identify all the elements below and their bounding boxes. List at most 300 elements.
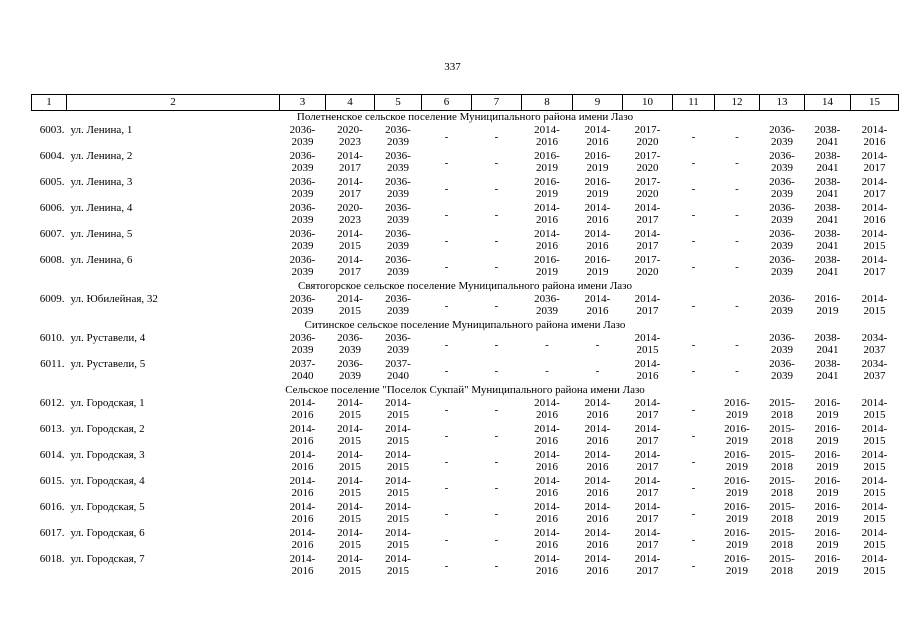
period-end: 2015 — [387, 539, 409, 551]
period-cell-col-12 — [715, 449, 760, 475]
period-cell-col-14 — [805, 553, 851, 579]
period-end: 2015 — [387, 513, 409, 525]
period-end: 2039 — [387, 266, 409, 278]
period-start: 2014- — [534, 501, 560, 513]
period-end: 2019 — [536, 162, 558, 174]
period-end: 2019 — [816, 539, 839, 551]
period-cell-col-6 — [422, 332, 472, 358]
period-cell-col-5 — [375, 150, 422, 176]
period-end: 2017 — [636, 487, 659, 499]
period-cell-col-14 — [805, 527, 851, 553]
period-start: 2014- — [861, 423, 888, 435]
period-cell-col-13 — [760, 358, 805, 384]
period-end: 2039 — [291, 305, 314, 317]
period-start: 2036- — [385, 202, 411, 214]
period-end: 2041 — [816, 188, 839, 200]
period-cell-col-7 — [472, 228, 522, 254]
period-end: 2041 — [816, 136, 839, 148]
period-end: 2015 — [863, 409, 886, 421]
period-cell-col-13 — [760, 176, 805, 202]
period-cell-col-9 — [573, 293, 623, 319]
period-end: 2039 — [291, 240, 314, 252]
period-cell-col-15 — [851, 553, 899, 579]
column-header-12: 12 — [715, 95, 760, 111]
period-cell-col-7 — [472, 176, 522, 202]
period-end: 2016 — [536, 461, 558, 473]
empty-dash: - — [444, 300, 449, 312]
period-end: 2015 — [339, 435, 361, 447]
period-cell-col-12 — [715, 423, 760, 449]
period-end: 2016 — [536, 136, 558, 148]
period-end: 2019 — [816, 461, 839, 473]
empty-dash: - — [691, 157, 696, 169]
period-end: 2039 — [291, 266, 314, 278]
period-cell-col-5 — [375, 176, 422, 202]
period-cell-col-6 — [422, 176, 472, 202]
period-end: 2017 — [636, 435, 659, 447]
empty-dash: - — [444, 183, 449, 195]
period-cell-col-8 — [522, 423, 573, 449]
period-end: 2015 — [863, 487, 886, 499]
period-end: 2015 — [387, 487, 409, 499]
period-cell-col-15 — [851, 332, 899, 358]
period-cell-col-14 — [805, 124, 851, 150]
period-cell-col-12 — [715, 475, 760, 501]
period-cell-col-14 — [805, 358, 851, 384]
empty-dash: - — [444, 131, 449, 143]
period-start: 2015- — [769, 397, 795, 409]
period-cell-col-4 — [326, 475, 375, 501]
period-cell-col-9 — [573, 332, 623, 358]
column-header-3: 3 — [280, 95, 326, 111]
period-cell-col-13 — [760, 228, 805, 254]
period-start: 2014- — [584, 475, 611, 487]
row-number: 6018. — [39, 553, 65, 565]
address-cell: ул. Городская, 3 — [70, 449, 145, 461]
period-start: 2014- — [861, 397, 888, 409]
period-end: 2016 — [586, 409, 609, 421]
period-cell-col-6 — [422, 527, 472, 553]
row-number: 6005. — [39, 176, 65, 188]
period-cell-col-6 — [422, 228, 472, 254]
period-cell-col-6 — [422, 397, 472, 423]
period-end: 2016 — [586, 214, 609, 226]
period-start: 2036- — [769, 293, 795, 305]
section-row — [32, 111, 899, 125]
period-cell-col-9 — [573, 553, 623, 579]
period-cell-col-3 — [280, 527, 326, 553]
period-start: 2014- — [289, 553, 316, 565]
period-cell-col-9 — [573, 358, 623, 384]
period-end: 2017 — [863, 188, 886, 200]
period-end: 2019 — [726, 435, 748, 447]
period-start: 2014- — [385, 553, 411, 565]
period-start: 2014- — [634, 228, 661, 240]
period-start: 2014- — [534, 397, 560, 409]
period-start: 2036- — [385, 254, 411, 266]
period-start: 2014- — [289, 475, 316, 487]
period-start: 2036- — [769, 332, 795, 344]
period-end: 2016 — [291, 409, 314, 421]
period-end: 2039 — [291, 344, 314, 356]
period-cell-col-3 — [280, 358, 326, 384]
period-start: 2015- — [769, 553, 795, 565]
address-cell: ул. Юбилейная, 32 — [70, 293, 158, 305]
period-cell-col-10 — [623, 449, 673, 475]
period-start: 2036- — [769, 358, 795, 370]
period-cell-col-11 — [673, 228, 715, 254]
period-cell-col-5 — [375, 254, 422, 280]
period-cell-col-4 — [326, 449, 375, 475]
period-start: 2034- — [861, 332, 888, 344]
period-start: 2036- — [769, 124, 795, 136]
period-end: 2015 — [387, 565, 409, 577]
period-cell-col-9 — [573, 124, 623, 150]
period-cell-col-3 — [280, 332, 326, 358]
table-row — [32, 475, 899, 501]
period-end: 2015 — [339, 461, 361, 473]
period-cell-col-8 — [522, 553, 573, 579]
period-start: 2015- — [769, 501, 795, 513]
period-start: 2014- — [337, 228, 363, 240]
period-end: 2039 — [771, 370, 793, 382]
period-start: 2014- — [634, 293, 661, 305]
period-cell-col-12 — [715, 124, 760, 150]
row-number: 6016. — [39, 501, 65, 513]
empty-dash: - — [691, 560, 696, 572]
empty-dash: - — [691, 365, 696, 377]
period-cell-col-5 — [375, 358, 422, 384]
empty-dash: - — [691, 131, 696, 143]
empty-dash: - — [735, 300, 739, 312]
table-row — [32, 332, 899, 358]
period-end: 2015 — [339, 513, 361, 525]
column-header-10: 10 — [623, 95, 673, 111]
period-start: 2038- — [814, 332, 841, 344]
period-cell-col-10 — [623, 254, 673, 280]
period-cell-col-7 — [472, 553, 522, 579]
period-cell-col-13 — [760, 202, 805, 228]
period-end: 2017 — [339, 162, 361, 174]
period-start: 2036- — [289, 332, 316, 344]
period-start: 2038- — [814, 254, 841, 266]
empty-dash: - — [691, 209, 696, 221]
period-end: 2016 — [291, 461, 314, 473]
period-end: 2015 — [339, 539, 361, 551]
period-end: 2039 — [291, 136, 314, 148]
section-title: Святогорское сельское поселение Муниципального района имени Лазо — [298, 280, 632, 292]
period-cell-col-3 — [280, 228, 326, 254]
period-cell-col-4 — [326, 202, 375, 228]
period-cell-col-12 — [715, 358, 760, 384]
period-cell-col-7 — [472, 397, 522, 423]
period-start: 2014- — [634, 358, 661, 370]
empty-dash: - — [494, 482, 499, 494]
row-number: 6013. — [39, 423, 65, 435]
period-end: 2039 — [387, 305, 409, 317]
empty-dash: - — [494, 261, 499, 273]
period-end: 2017 — [863, 266, 886, 278]
period-start: 2014- — [861, 449, 888, 461]
period-end: 2016 — [586, 565, 609, 577]
period-cell-col-8 — [522, 254, 573, 280]
period-end: 2016 — [536, 487, 558, 499]
period-cell-col-7 — [472, 358, 522, 384]
period-cell-col-6 — [422, 423, 472, 449]
period-start: 2016- — [534, 176, 560, 188]
period-cell-col-8 — [522, 202, 573, 228]
period-cell-col-6 — [422, 501, 472, 527]
section-row — [32, 319, 899, 332]
period-end: 2018 — [771, 461, 793, 473]
row-number: 6007. — [39, 228, 65, 240]
column-header-9: 9 — [573, 95, 623, 111]
period-cell-col-7 — [472, 501, 522, 527]
period-end: 2039 — [771, 162, 793, 174]
period-start: 2016- — [724, 501, 750, 513]
period-cell-col-15 — [851, 449, 899, 475]
period-cell-col-4 — [326, 176, 375, 202]
period-end: 2039 — [771, 344, 793, 356]
period-cell-col-5 — [375, 293, 422, 319]
period-start: 2016- — [724, 527, 750, 539]
period-cell-col-9 — [573, 150, 623, 176]
section-title: Ситинское сельское поселение Муниципального района имени Лазо — [304, 319, 626, 331]
period-start: 2036- — [534, 293, 560, 305]
empty-dash: - — [545, 365, 549, 377]
period-end: 2018 — [771, 513, 793, 525]
period-cell-col-3 — [280, 254, 326, 280]
period-end: 2016 — [586, 539, 609, 551]
empty-dash: - — [494, 157, 499, 169]
period-end: 2039 — [771, 214, 793, 226]
period-start: 2020- — [337, 124, 363, 136]
period-cell-col-14 — [805, 202, 851, 228]
period-start: 2014- — [861, 124, 888, 136]
period-end: 2016 — [586, 240, 609, 252]
period-cell-col-14 — [805, 293, 851, 319]
period-cell-col-9 — [573, 228, 623, 254]
period-start: 2014- — [584, 124, 611, 136]
period-end: 2020 — [636, 136, 659, 148]
period-cell-col-13 — [760, 254, 805, 280]
period-cell-col-5 — [375, 501, 422, 527]
section-title: Полетненское сельское поселение Муниципального района имени Лазо — [296, 111, 634, 123]
period-cell-col-9 — [573, 254, 623, 280]
period-cell-col-12 — [715, 501, 760, 527]
period-start: 2016- — [724, 423, 750, 435]
period-end: 2041 — [816, 214, 839, 226]
period-cell-col-4 — [326, 228, 375, 254]
column-header-15: 15 — [851, 95, 899, 111]
empty-dash: - — [494, 235, 499, 247]
period-cell-col-7 — [472, 527, 522, 553]
period-cell-col-14 — [805, 423, 851, 449]
row-number: 6006. — [39, 202, 65, 214]
address-cell: ул. Городская, 5 — [70, 501, 145, 513]
address-cell: ул. Городская, 1 — [70, 397, 145, 409]
empty-dash: - — [735, 365, 739, 377]
period-cell-col-14 — [805, 397, 851, 423]
period-cell-col-3 — [280, 501, 326, 527]
period-cell-col-10 — [623, 228, 673, 254]
period-start: 2015- — [769, 527, 795, 539]
empty-dash: - — [444, 339, 449, 351]
period-start: 2014- — [861, 150, 888, 162]
period-cell-col-11 — [673, 332, 715, 358]
period-end: 2019 — [726, 409, 748, 421]
table-row — [32, 358, 899, 384]
period-end: 2019 — [726, 539, 748, 551]
period-end: 2019 — [816, 409, 839, 421]
period-start: 2036- — [337, 358, 363, 370]
empty-dash: - — [595, 339, 600, 351]
period-start: 2036- — [769, 202, 795, 214]
period-cell-col-15 — [851, 527, 899, 553]
period-end: 2018 — [771, 409, 793, 421]
column-header-14: 14 — [805, 95, 851, 111]
empty-dash: - — [494, 430, 499, 442]
column-header-1: 1 — [32, 95, 67, 111]
period-start: 2014- — [534, 527, 560, 539]
period-end: 2020 — [636, 266, 659, 278]
period-cell-col-11 — [673, 397, 715, 423]
period-start: 2014- — [861, 501, 888, 513]
period-cell-col-13 — [760, 553, 805, 579]
period-end: 2039 — [291, 214, 314, 226]
period-cell-col-5 — [375, 228, 422, 254]
period-start: 2015- — [769, 423, 795, 435]
period-cell-col-8 — [522, 527, 573, 553]
column-header-13: 13 — [760, 95, 805, 111]
period-cell-col-8 — [522, 293, 573, 319]
column-header-5: 5 — [375, 95, 422, 111]
period-cell-col-15 — [851, 397, 899, 423]
period-cell-col-11 — [673, 475, 715, 501]
period-start: 2016- — [814, 527, 841, 539]
period-start: 2016- — [814, 553, 841, 565]
period-cell-col-13 — [760, 449, 805, 475]
period-cell-col-8 — [522, 449, 573, 475]
period-start: 2014- — [861, 254, 888, 266]
period-start: 2036- — [289, 176, 316, 188]
period-cell-col-3 — [280, 124, 326, 150]
period-start: 2014- — [385, 501, 411, 513]
period-cell-col-4 — [326, 423, 375, 449]
period-cell-col-14 — [805, 449, 851, 475]
period-end: 2023 — [339, 214, 361, 226]
period-end: 2016 — [291, 565, 314, 577]
table-row — [32, 124, 899, 150]
period-cell-col-4 — [326, 124, 375, 150]
period-cell-col-11 — [673, 176, 715, 202]
empty-dash: - — [691, 508, 696, 520]
period-start: 2014- — [289, 449, 316, 461]
period-end: 2018 — [771, 435, 793, 447]
period-cell-col-9 — [573, 176, 623, 202]
period-cell-col-10 — [623, 527, 673, 553]
empty-dash: - — [735, 157, 739, 169]
period-cell-col-4 — [326, 254, 375, 280]
period-start: 2036- — [385, 176, 411, 188]
period-end: 2019 — [816, 513, 839, 525]
period-start: 2014- — [337, 553, 363, 565]
period-start: 2016- — [814, 475, 841, 487]
period-end: 2039 — [339, 344, 361, 356]
empty-dash: - — [444, 157, 449, 169]
period-start: 2016- — [584, 176, 611, 188]
period-cell-col-3 — [280, 176, 326, 202]
period-end: 2020 — [636, 162, 659, 174]
period-cell-col-15 — [851, 475, 899, 501]
period-start: 2016- — [534, 150, 560, 162]
period-start: 2036- — [769, 254, 795, 266]
period-end: 2039 — [771, 136, 793, 148]
period-end: 2041 — [816, 240, 839, 252]
period-start: 2014- — [385, 449, 411, 461]
period-cell-col-5 — [375, 527, 422, 553]
period-cell-col-6 — [422, 553, 472, 579]
section-row — [32, 384, 899, 397]
period-end: 2017 — [339, 188, 361, 200]
empty-dash: - — [494, 404, 499, 416]
period-end: 2017 — [636, 539, 659, 551]
period-cell-col-14 — [805, 254, 851, 280]
period-end: 2016 — [536, 409, 558, 421]
period-cell-col-4 — [326, 553, 375, 579]
period-end: 2039 — [291, 188, 314, 200]
period-cell-col-8 — [522, 124, 573, 150]
period-cell-col-4 — [326, 332, 375, 358]
column-header-6: 6 — [422, 95, 472, 111]
period-cell-col-12 — [715, 553, 760, 579]
period-start: 2014- — [634, 332, 661, 344]
period-cell-col-6 — [422, 358, 472, 384]
row-number: 6015. — [39, 475, 65, 487]
period-start: 2037- — [289, 358, 316, 370]
period-start: 2036- — [289, 150, 316, 162]
period-cell-col-11 — [673, 150, 715, 176]
period-start: 2036- — [289, 228, 316, 240]
period-start: 2014- — [861, 527, 888, 539]
period-end: 2016 — [586, 305, 609, 317]
period-start: 2020- — [337, 202, 363, 214]
period-end: 2016 — [536, 513, 558, 525]
period-start: 2038- — [814, 150, 841, 162]
period-cell-col-13 — [760, 397, 805, 423]
period-cell-col-5 — [375, 553, 422, 579]
period-cell-col-4 — [326, 501, 375, 527]
period-cell-col-3 — [280, 150, 326, 176]
period-start: 2014- — [584, 423, 611, 435]
empty-dash: - — [494, 365, 499, 377]
period-start: 2038- — [814, 124, 841, 136]
period-start: 2016- — [584, 150, 611, 162]
period-end: 2039 — [771, 266, 793, 278]
empty-dash: - — [691, 430, 696, 442]
period-cell-col-11 — [673, 501, 715, 527]
period-end: 2019 — [726, 513, 748, 525]
period-cell-col-5 — [375, 332, 422, 358]
empty-dash: - — [494, 131, 499, 143]
row-number: 6009. — [39, 293, 65, 305]
period-end: 2019 — [586, 188, 609, 200]
period-end: 2017 — [636, 409, 659, 421]
period-end: 2016 — [291, 487, 314, 499]
period-cell-col-3 — [280, 423, 326, 449]
period-end: 2017 — [636, 214, 659, 226]
address-cell: ул. Руставели, 5 — [70, 358, 146, 370]
